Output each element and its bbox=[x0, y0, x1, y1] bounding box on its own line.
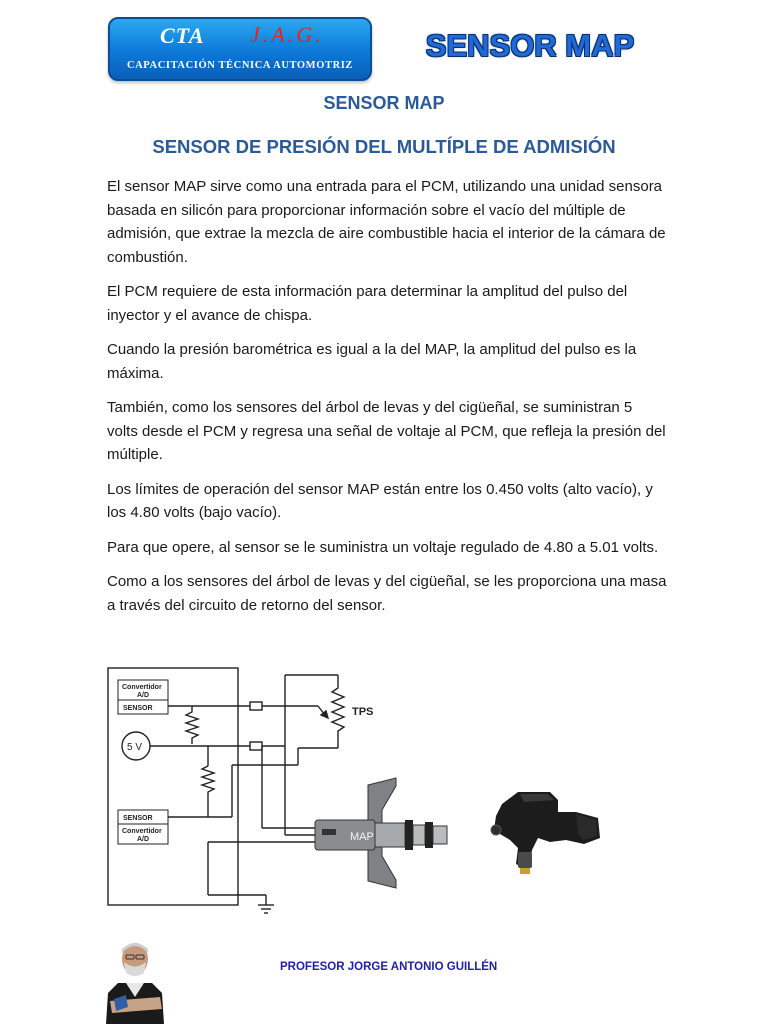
logo-subtitle: CAPACITACIÓN TÉCNICA AUTOMOTRIZ bbox=[126, 60, 354, 71]
converter-top-label-2: A/D bbox=[137, 692, 150, 699]
paragraph-3: Cuando la presión barométrica es igual a la del MAP, la amplitud del pulso es la máxima. bbox=[107, 341, 637, 382]
author-portrait bbox=[100, 935, 170, 1024]
body-text bbox=[107, 175, 667, 628]
page-subtitle: SENSOR DE PRESIÓN DEL MULTÍPLE DE ADMISIÓN bbox=[152, 136, 616, 157]
converter-bottom-label-2: A/D bbox=[137, 836, 150, 843]
map-label: MAP bbox=[350, 831, 374, 843]
paragraph-5: Los límites de operación del sensor MAP están entre los 0.450 volts (alto vacío), y los 4.80 volts (bajo vacío). bbox=[107, 480, 653, 521]
page-title: SENSOR MAP bbox=[323, 93, 445, 113]
header-title: SENSOR MAP bbox=[425, 28, 635, 63]
paragraph-6: Para que opere, al sensor se le suministra un voltaje regulado de 4.80 a 5.01 volts. bbox=[107, 538, 659, 556]
source-5v-label: 5 V bbox=[127, 742, 143, 753]
paragraph-4: También, como los sensores del árbol de levas y del cigüeñal, se suministran 5 volts desde el PCM y regresa una señal de voltaje al PCM, que refleja la presión del múltiple. bbox=[107, 399, 666, 463]
paragraph-1: El sensor MAP sirve como una entrada para el PCM, utilizando una unidad sensora basada en silicón para proporcionar información sobre el vacío del múltiple de admisión, que extrae la mezcla de aire combustible hacia el interior de la cámara de combustión. bbox=[107, 178, 666, 266]
map-sensor-drawing bbox=[315, 778, 447, 888]
sensor-bottom-label: SENSOR bbox=[123, 815, 153, 822]
converter-bottom-label-1: Convertidor bbox=[122, 828, 162, 835]
sensor-top-label: SENSOR bbox=[123, 705, 153, 712]
cta-jag-logo bbox=[108, 17, 372, 81]
converter-top-label-1: Convertidor bbox=[122, 684, 162, 691]
footer-author: PROFESOR JORGE ANTONIO GUILLÉN bbox=[280, 961, 498, 973]
logo-cta-text: CTA bbox=[160, 23, 205, 48]
map-circuit-diagram bbox=[100, 660, 460, 920]
paragraph-2: El PCM requiere de esta información para determinar la amplitud del pulso del inyector y el avance de chispa. bbox=[107, 283, 628, 324]
map-sensor-photo bbox=[480, 778, 610, 878]
tps-label: TPS bbox=[352, 706, 374, 718]
paragraph-7: Como a los sensores del árbol de levas y del cigüeñal, se les proporciona una masa a través del circuito de retorno del sensor. bbox=[107, 573, 667, 614]
logo-jag-text: J.A.G. bbox=[250, 22, 324, 47]
